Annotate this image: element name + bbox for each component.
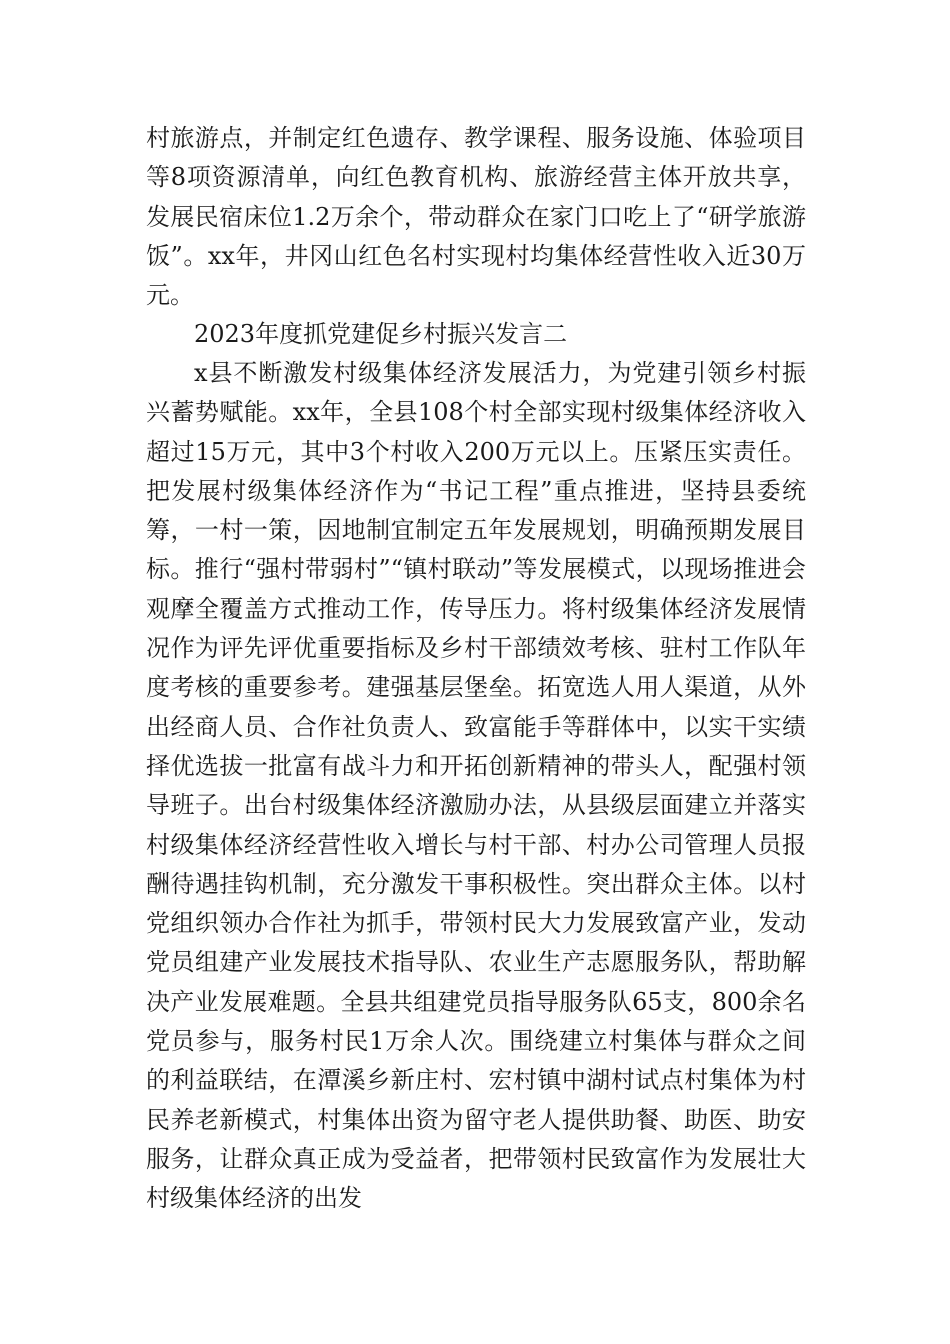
section-heading: 2023年度抓党建促乡村振兴发言二 [194, 320, 568, 348]
paragraph-body: x县不断激发村级集体经济发展活力，为党建引领乡村振兴蓄势赋能。xx年，全县108个村全部实现村级集体经济收入超过15万元，其中3个村收入200万元以上。压紧压实责任。把发展村级集体经济作为“书记工程”重点推进，坚持县委统筹，一村一策，因地制宜制定五年发展规划，明确预期发展目标。推行“强村带弱村”“镇村联动”等发展模式，以现场推进会观摩全覆盖方式推动工作，传导压力。将村级集体经济发展情况作为评先评优重要指标及乡村干部绩效考核、驻村工作队年度考核的重要参考。建强基层堡垒。拓宽选人用人渠道，从外出经商人员、合作社负责人、致富能手等群体中，以实干实绩择优选拔一批富有战斗力和开拓创新精神的带头人，配强村领导班子。出台村级集体经济激励办法，从县级层面建立并落实村级集体经济经营性收入增长与村干部、村办公司管理人员报酬待遇挂钩机制，充分激发干事积极性。突出群众主体。以村党组织领办合作社为抓手，带领村民大力发展致富产业，发动党员组建产业发展技术指导队、农业生产志愿服务队，帮助解决产业发展难题。全县共组建党员指导服务队65支，800余名党员参与，服务村民1万余人次。围绕建立村集体与群众之间的利益联结，在潭溪乡新庄村、宏村镇中湖村试点村集体为村民养老新模式，村集体出资为留守老人提供助餐、助医、助安服务，让群众真正成为受益者，把带领村民致富作为发展壮大村级集体经济的出发 [146, 359, 806, 1213]
paragraph-continuation: 村旅游点，并制定红色遗存、教学课程、服务设施、体验项目等8项资源清单，向红色教育机构、旅游经营主体开放共享，发展民宿床位1.2万余个，带动群众在家门口吃上了“研学旅游饭”。xx年，井冈山红色名村实现村均集体经营性收入近30万元。 [146, 124, 806, 310]
